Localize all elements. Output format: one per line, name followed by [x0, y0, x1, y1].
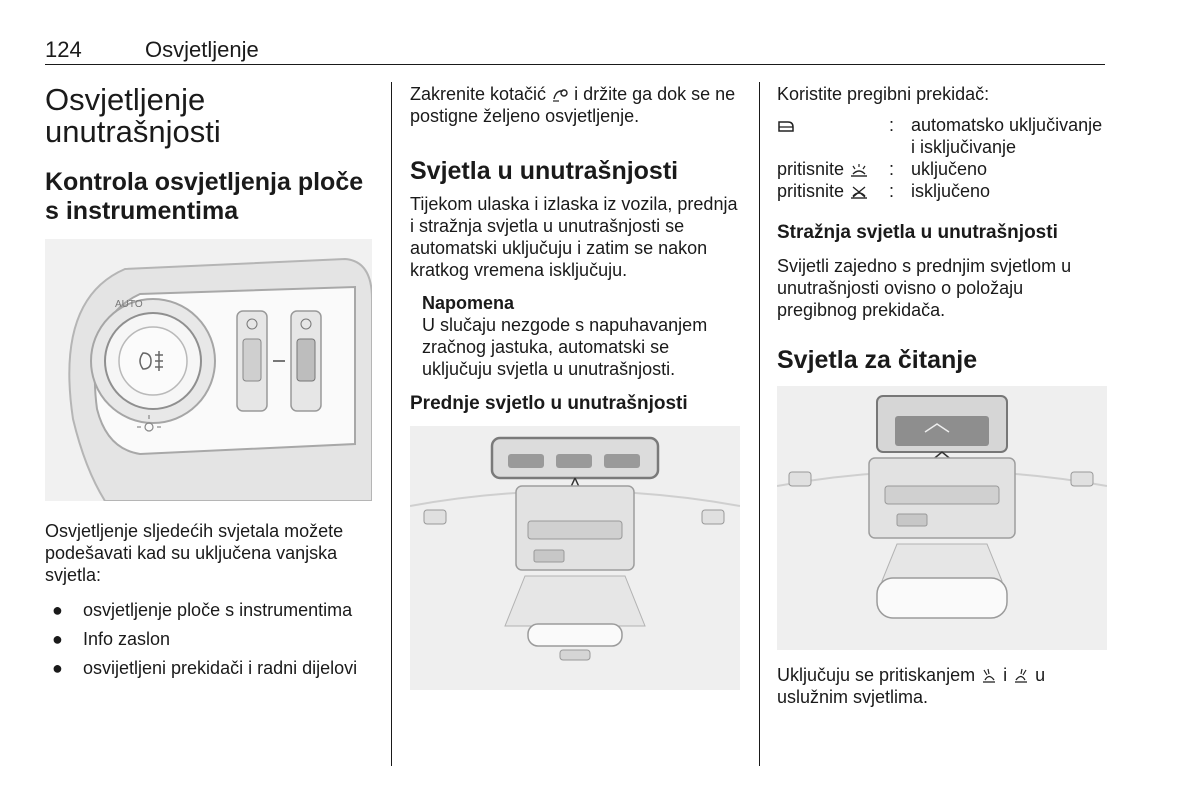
paragraph: Svijetli zajedno s prednjim svjetlom u unutrašnjosti ovisno o položaju pregibnog prekidača. [777, 256, 1072, 320]
column-1 [45, 80, 377, 686]
reading-light-figure [777, 386, 1107, 650]
switch-table [777, 114, 1109, 202]
subsection-title: Kontrola osvjetljenja ploče s instrumentima [45, 168, 364, 225]
door-auto-icon [777, 119, 795, 133]
light-on-icon [849, 163, 869, 177]
column-divider [391, 82, 392, 766]
section-title: Osvjetljenje unutrašnjosti [45, 82, 221, 149]
bullet-dot: ● [52, 658, 63, 678]
subsection-title: Svjetla za čitanje [777, 346, 978, 374]
note-text: U slučaju nezgode s napuhavanjem zračnog jastuka, automatski se uključuju svjetla u unutrašnjosti. [422, 315, 708, 379]
column-divider [759, 82, 760, 766]
switch-row: pritisnite : uključeno [777, 159, 988, 179]
reading-light-text: Uključuju se pritiskanjem i u uslužnim svjetlima. [777, 665, 1046, 707]
light-off-icon [849, 185, 869, 199]
column-3 [777, 80, 1109, 708]
front-light-illustration [410, 426, 740, 690]
wheel-instruction: Zakrenite kotačić i držite ga dok se ne postigne željeno osvjetljenje. [410, 84, 736, 126]
bullet-dot: ● [52, 600, 63, 620]
paragraph: Tijekom ulaska i izlaska iz vozila, prednja i stražnja svjetla u unutrašnjosti se automatski uključuju i zatim se nakon kratkog vremena isključuju. [410, 194, 738, 280]
bullet-list [45, 599, 377, 679]
subsection-heading: Stražnja svjetla u unutrašnjosti [777, 222, 1058, 243]
intro-paragraph: Osvjetljenje sljedećih svjetala možete podešavati kad su uključena vanjska svjetla: [45, 521, 344, 585]
subsection-title: Svjetla u unutrašnjosti [410, 157, 679, 185]
list-item: ● Info zaslon [52, 629, 171, 649]
front-interior-light-figure [410, 426, 740, 690]
auto-label: AUTO [115, 299, 143, 310]
reading-light-left-icon [980, 668, 998, 684]
switch-intro: Koristite pregibni prekidač: [777, 84, 990, 104]
switch-row: pritisnite : isključeno [777, 181, 991, 201]
light-switch-illustration [45, 239, 372, 501]
reading-light-right-icon [1012, 668, 1030, 684]
list-item: ● osvjetljenje ploče s instrumentima [52, 600, 353, 620]
subsection-heading: Prednje svjetlo u unutrašnjosti [410, 393, 688, 414]
thumbwheel-icon [551, 87, 569, 103]
page-number: 124 [45, 37, 82, 62]
running-title: Osvjetljenje [145, 37, 259, 62]
note-title: Napomena [422, 293, 515, 313]
page-header [45, 34, 1105, 65]
instrument-panel-figure [45, 239, 372, 501]
reading-light-illustration [777, 386, 1107, 650]
note-box [410, 292, 742, 380]
column-2 [410, 80, 742, 690]
bullet-dot: ● [52, 629, 63, 649]
list-item: ● osvijetljeni prekidači i radni dijelovi [52, 658, 358, 678]
switch-row: : automatsko uključivanje i isključivanje [777, 114, 1109, 158]
